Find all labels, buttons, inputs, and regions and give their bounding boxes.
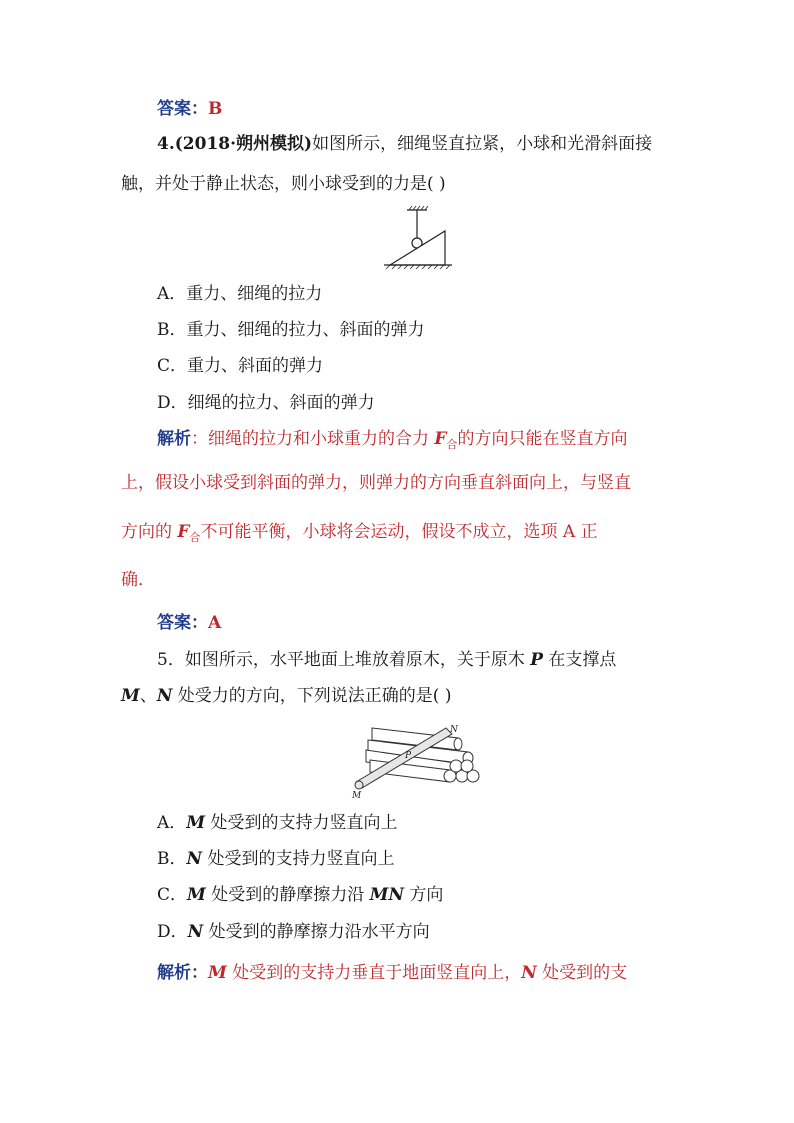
answer-value: A [208, 613, 222, 633]
q4-option-a [157, 282, 322, 306]
var-n: N [156, 686, 173, 706]
q4-analysis-line-4 [121, 568, 155, 592]
analysis-text: 上，假设小球受到斜面的弹力，则弹力的方向垂直斜面向上，与竖直 [121, 473, 631, 493]
option-text: 重力、细绳的拉力、斜面的弹力 [186, 320, 425, 340]
option-text: 重力、细绳的拉力 [186, 284, 323, 304]
var-m: M [121, 686, 140, 706]
option-var: M [186, 813, 206, 833]
analysis-text: 处受到的支 [536, 963, 628, 983]
var-m: M [208, 963, 227, 983]
answer-line-1 [157, 97, 222, 121]
option-letter: B． [157, 320, 187, 340]
force-symbol: F [434, 429, 447, 449]
analysis-label: 解析 [157, 963, 191, 983]
force-subscript: 合 [189, 531, 201, 544]
option-text: 重力、斜面的弹力 [187, 356, 324, 376]
q5-option-c [157, 883, 443, 907]
q4-option-d [157, 391, 375, 415]
separator: 、 [139, 686, 157, 706]
option-text: 处受到的支持力竖直向上 [202, 849, 395, 869]
answer-value: B [208, 99, 223, 119]
force-symbol: F [177, 522, 190, 542]
q5-line-2 [121, 684, 451, 708]
q5-text-1b: 在支撑点 [543, 650, 617, 670]
analysis-label: 解析 [157, 429, 191, 449]
q5-text-2: 处受力的方向，下列说法正确的是( ) [172, 686, 452, 706]
analysis-text: 方向的 [121, 522, 178, 542]
q4-line-2 [121, 172, 446, 196]
q5-line-1 [157, 648, 616, 672]
option-letter: A． [157, 813, 187, 833]
var-n: N [521, 963, 537, 983]
label-p: P [405, 751, 412, 761]
option-text: 处受到的静摩擦力沿水平方向 [203, 922, 430, 942]
answer-line-2 [157, 611, 221, 635]
q5-option-b [157, 847, 394, 871]
q4-line-1 [157, 132, 652, 156]
option-letter: D． [157, 922, 188, 942]
analysis-text: 处受到的支持力垂直于地面竖直向上， [226, 963, 522, 983]
q4-analysis-line-2 [121, 471, 631, 495]
answer-label: 答案： [157, 99, 208, 119]
force-subscript: 合 [446, 438, 458, 451]
option-text: 处受到的静摩擦力沿 [205, 885, 370, 905]
analysis-text: ：细绳的拉力和小球重力的合力 [191, 429, 435, 449]
analysis-text: 确． [121, 570, 155, 590]
analysis-text: 不可能平衡，小球将会运动，假设不成立，选项 A 正 [200, 522, 598, 542]
q4-number: 4. [157, 134, 175, 154]
q5-option-d [157, 920, 430, 944]
option-letter: A． [157, 284, 187, 304]
q5-analysis-line-1 [157, 961, 627, 985]
option-var: N [186, 849, 203, 869]
q4-text-1: 如图所示，细绳竖直拉紧，小球和光滑斜面接 [312, 134, 653, 154]
var-p: P [530, 650, 544, 670]
answer-label: 答案： [157, 613, 208, 633]
q4-text-2: 触，并处于静止状态，则小球受到的力是( ) [121, 174, 446, 194]
q4-analysis-line-1 [157, 427, 627, 453]
option-letter: B． [157, 849, 187, 869]
label-n: N [450, 725, 458, 735]
q5-text-1: 5．如图所示，水平地面上堆放着原木，关于原木 [157, 650, 531, 670]
analysis-colon: ： [191, 963, 208, 983]
option-letter: C． [157, 356, 188, 376]
option-text-2: 方向 [404, 885, 444, 905]
ball-incline-figure [380, 205, 470, 275]
option-text: 处受到的支持力竖直向上 [205, 813, 398, 833]
analysis-text: 的方向只能在竖直方向 [457, 429, 628, 449]
label-m: M [352, 791, 362, 800]
option-letter: D． [157, 393, 188, 413]
option-var-2: MN [369, 885, 405, 905]
q4-option-b [157, 318, 425, 342]
q5-option-a [157, 811, 398, 835]
q4-source: (2018·朔州模拟) [174, 134, 313, 154]
q4-analysis-line-3 [121, 520, 598, 546]
option-text: 细绳的拉力、斜面的弹力 [187, 393, 375, 413]
logs-figure [350, 720, 490, 800]
option-var: N [187, 922, 204, 942]
option-var: M [187, 885, 206, 905]
q4-option-c [157, 354, 323, 378]
option-letter: C． [157, 885, 188, 905]
